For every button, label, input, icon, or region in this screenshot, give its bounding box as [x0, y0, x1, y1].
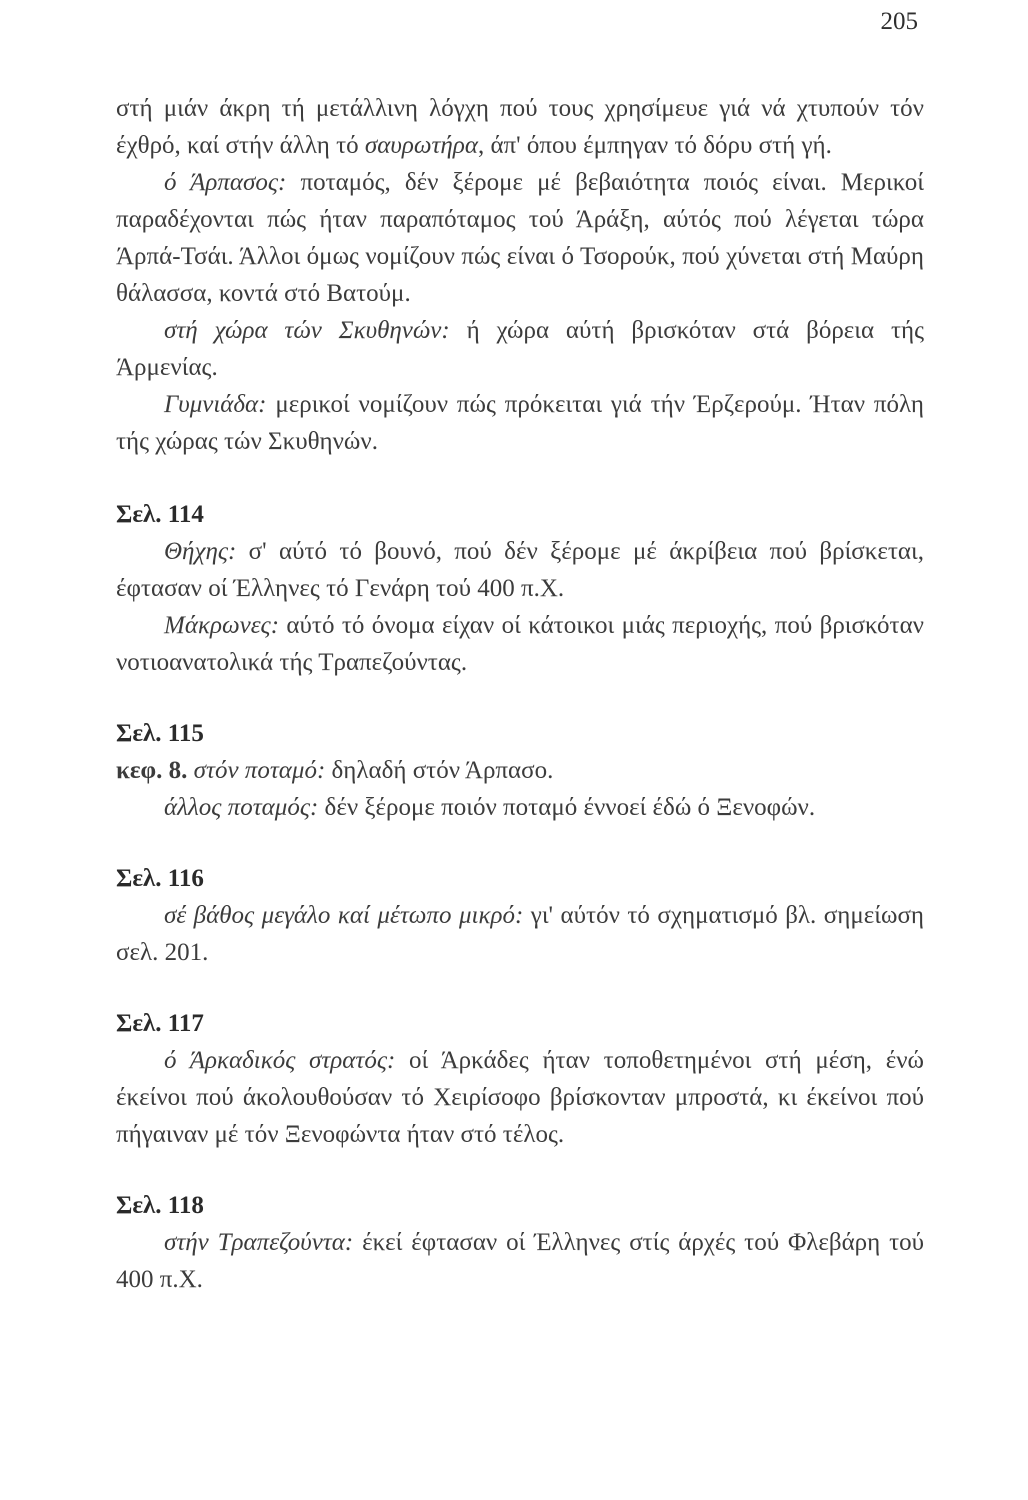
- page-content: [116, 90, 924, 1298]
- entry-text: δηλαδή στόν Άρπασο.: [325, 757, 554, 784]
- entry-text: σ' αύτό τό βουνό, πού δέν ξέρομε μέ άκρίβεια πού βρίσκεται, έφτασαν οί Έλληνες τό Γενάρη τού 400 π.Χ.: [116, 538, 924, 602]
- entry-text: έκεί έφτασαν οί Έλληνες στίς άρχές τού Φλεβάρη τού 400 π.Χ.: [116, 1229, 925, 1293]
- section-heading-116: Σελ. 116: [116, 865, 204, 892]
- entry-term: σέ βάθος μεγάλο καί μέτωπο μικρό:: [164, 902, 524, 929]
- intro-paragraph-2: [116, 312, 924, 386]
- entry-term: ό Άρκαδικός στρατός:: [164, 1047, 396, 1074]
- section-115-entry-0: [116, 752, 924, 789]
- section-118-entry-0: [116, 1224, 924, 1298]
- intro-paragraph-0: [116, 90, 924, 164]
- entry-text: μερικοί νομίζουν πώς πρόκειται γιά τήν Έρζερούμ. Ήταν πόλη τής χώρας τών Σκυθηνών.: [116, 391, 924, 455]
- entry-text: στή μιάν άκρη τή μετάλλινη λόγχη πού τους χρησίμευε γιά νά χτυπούν τόν έχθρό, καί στήν άλλη τό: [116, 95, 924, 159]
- entry-text: γι' αύτόν τό σχηματισμό βλ. σημείωση σελ. 201.: [116, 902, 924, 966]
- section-114-entry-1: [116, 607, 924, 681]
- section-heading-115: Σελ. 115: [116, 720, 204, 747]
- entry-term: στή χώρα τών Σκυθηνών:: [164, 317, 450, 344]
- entry-term: στόν ποταμό:: [193, 757, 326, 784]
- entry-term: Θήχης:: [164, 538, 237, 565]
- section-116-entry-0: [116, 897, 924, 971]
- page-number: 205: [880, 8, 918, 35]
- entry-text: ή χώρα αύτή βρισκόταν στά βόρεια τής Άρμενίας.: [116, 317, 924, 381]
- entry-text: δέν ξέρομε ποιόν ποταμό έννοεί έδώ ό Ξενοφών.: [318, 794, 816, 821]
- section-117-entry-0: [116, 1042, 924, 1153]
- entry-text: αύτό τό όνομα είχαν οί κάτοικοι μιάς περιοχής, πού βρισκόταν νοτιοανατολικά τής Τραπεζούντας.: [116, 612, 924, 676]
- entry-term: Μάκρωνες:: [164, 612, 280, 639]
- intro-paragraph-1: [116, 164, 924, 312]
- section-114-entry-0: [116, 533, 924, 607]
- section-heading-114: Σελ. 114: [116, 501, 204, 528]
- entry-term: σαυρωτήρα: [364, 132, 478, 159]
- entry-term: στήν Τραπεζούντα:: [164, 1229, 354, 1256]
- intro-paragraph-3: [116, 386, 924, 460]
- entry-term: άλλος ποταμός:: [164, 794, 319, 821]
- chapter-label: κεφ. 8.: [116, 757, 188, 784]
- section-heading-117: Σελ. 117: [116, 1010, 204, 1037]
- section-115-entry-1: [116, 789, 924, 826]
- entry-text: οί Άρκάδες ήταν τοποθετημένοι στή μέση, ένώ έκείνοι πού άκολουθούσαν τό Χειρίσοφο βρίσκονταν μπροστά, κι έκείνοι πού πήγαιναν μέ τόν Ξενοφώντα ήταν στό τέλος.: [116, 1047, 924, 1148]
- section-heading-118: Σελ. 118: [116, 1192, 204, 1219]
- entry-term: ό Άρπασος:: [164, 169, 287, 196]
- entry-text: ποταμός, δέν ξέρομε μέ βεβαιότητα ποιός είναι. Μερικοί παραδέχονται πώς ήταν παραπόταμος τού Άράξη, αύτός πού λέγεται τώρα Άρπά-Τσάι. Άλλοι όμως νομίζουν πώς είναι ό Τσορούκ, πού χύνεται στή Μαύρη θάλασσα, κοντά στό Βατούμ.: [116, 169, 924, 307]
- entry-text: , άπ' όπου έμπηγαν τό δόρυ στή γή.: [477, 132, 832, 159]
- entry-term: Γυμνιάδα:: [164, 391, 267, 418]
